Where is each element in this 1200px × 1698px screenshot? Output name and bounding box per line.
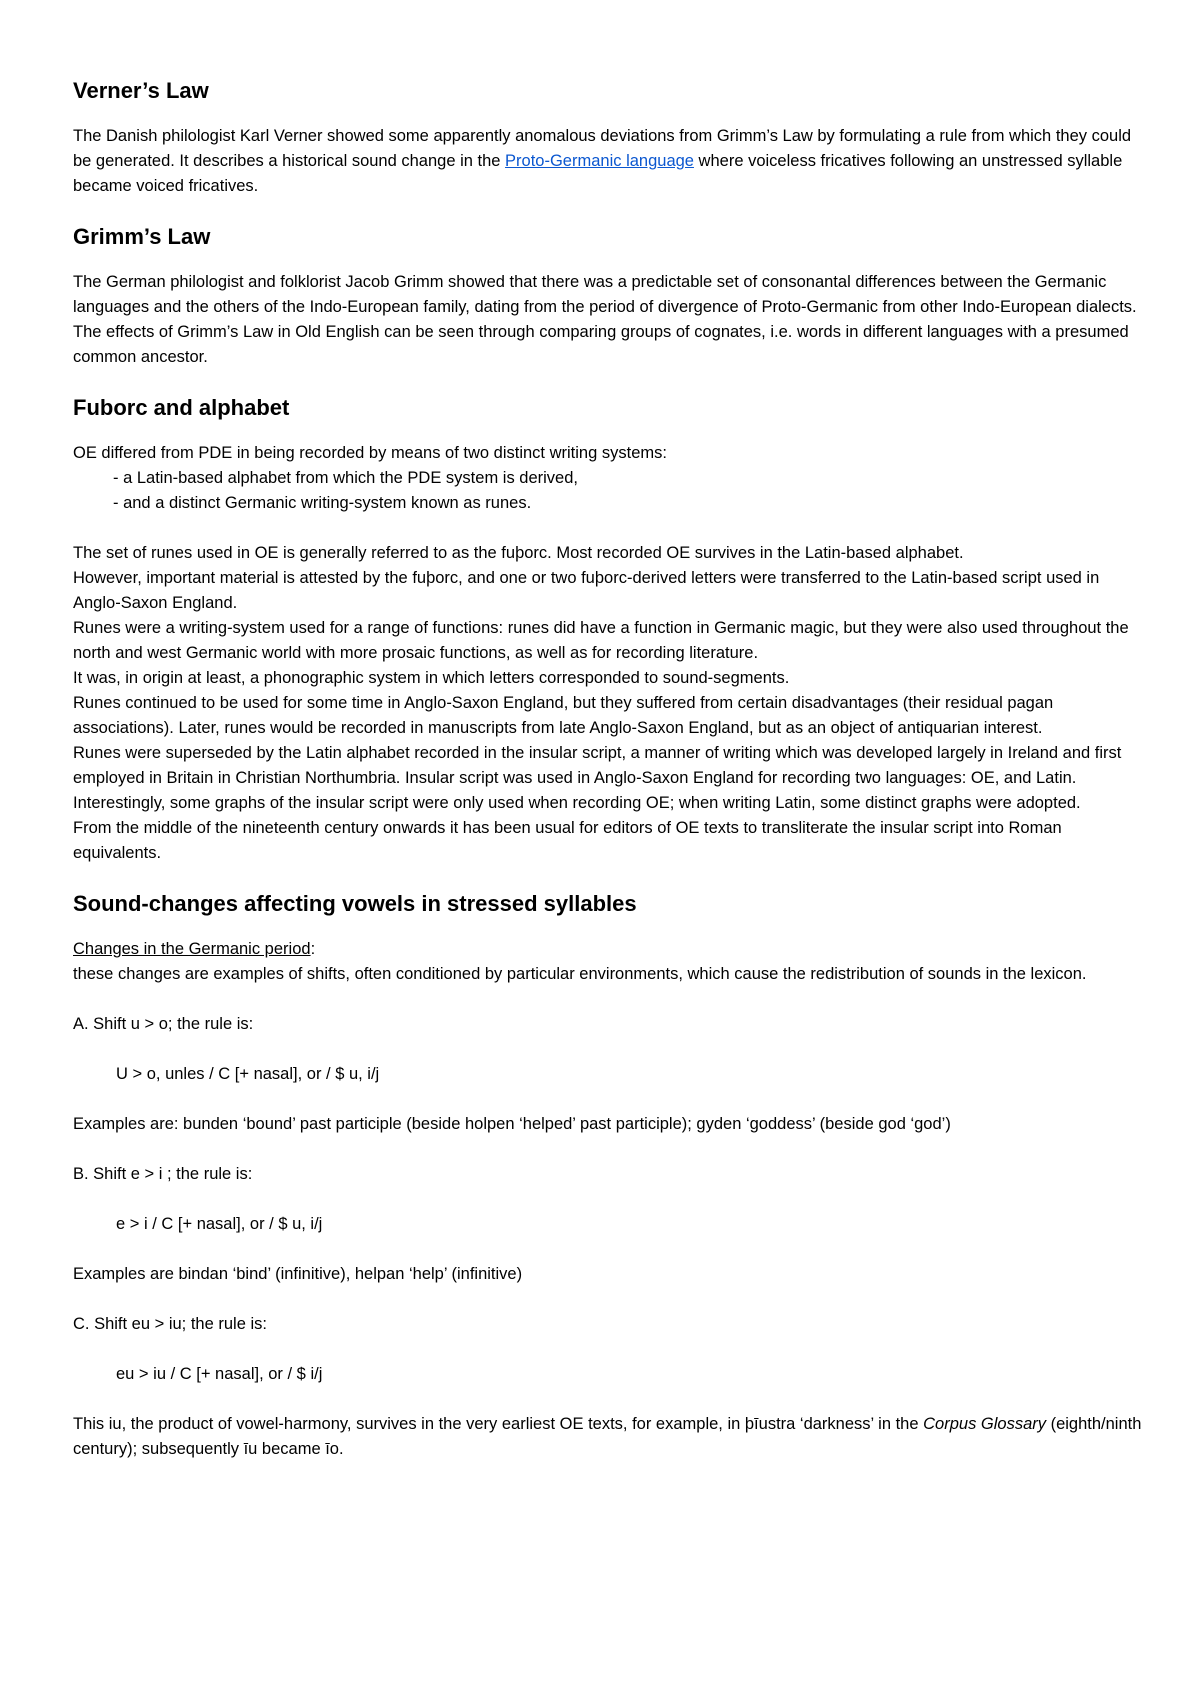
shift-a-rule: U > o, unles / C [+ nasal], or / $ u, i/j (116, 1065, 380, 1083)
germanic-period-label: Changes in the Germanic period (73, 940, 311, 958)
shift-c-title: C. Shift eu > iu; the rule is: (73, 1315, 267, 1333)
shift-c-rule: eu > iu / C [+ nasal], or / $ i/j (116, 1365, 323, 1383)
final-text-after: (eighth/ninth century); subsequently īu became īo. (73, 1415, 1142, 1458)
final-paragraph (73, 1412, 1143, 1462)
document-page (73, 70, 1143, 1462)
grimm-paragraph-1: The German philologist and folklorist Jacob Grimm showed that there was a predictable set of consonantal differences between the Germanic languages and the others of the Indo-European family, dating from the period of divergence of Proto-Germanic from other Indo-European dialects. (73, 273, 1137, 316)
fuborc-paragraph-1: The set of runes used in OE is generally referred to as the fuþorc. Most recorded OE survives in the Latin-based alphabet. (73, 544, 964, 562)
heading-sound-changes: Sound-changes affecting vowels in stressed syllables (73, 891, 637, 916)
corpus-glossary-title: Corpus Glossary (923, 1415, 1046, 1433)
verner-text-before-link: The Danish philologist Karl Verner showed some apparently anomalous deviations from Grimm’s Law by formulating a rule from which they could be generated. It describes a historical sound change in the (73, 127, 1132, 170)
fuborc-bullet-2: - and a distinct Germanic writing-system known as runes. (113, 494, 532, 512)
germanic-period-subheading (73, 937, 1143, 962)
fuborc-paragraph-6: Runes were superseded by the Latin alphabet recorded in the insular script, a manner of writing which was developed largely in Ireland and first employed in Britain in Christian Northumbria. Insular script was used in Anglo-Saxon England for recording two languages: OE, and Latin. Interestingly, some graphs of the insular script were only used when recording OE; when writing Latin, some distinct graphs were adopted. (73, 744, 1122, 812)
sound-intro: these changes are examples of shifts, often conditioned by particular environments, which cause the redistribution of sounds in the lexicon. (73, 965, 1087, 983)
proto-germanic-link[interactable]: Proto-Germanic language (505, 152, 694, 170)
fuborc-paragraph-5: Runes continued to be used for some time in Anglo-Saxon England, but they suffered from certain disadvantages (their residual pagan associations). Later, runes would be recorded in manuscripts from late Anglo-Saxon England, but as an object of antiquarian interest. (73, 694, 1054, 737)
germanic-period-colon: : (310, 940, 316, 958)
shift-b-rule: e > i / C [+ nasal], or / $ u, i/j (116, 1215, 323, 1233)
verner-paragraph (73, 124, 1143, 199)
grimm-paragraph-2: The effects of Grimm’s Law in Old English can be seen through comparing groups of cognates, i.e. words in different languages with a presumed common ancestor. (73, 323, 1129, 366)
heading-fuborc: Fuborc and alphabet (73, 395, 290, 420)
fuborc-paragraph-4: It was, in origin at least, a phonographic system in which letters corresponded to sound-segments. (73, 669, 790, 687)
final-text-before: This iu, the product of vowel-harmony, survives in the very earliest OE texts, for example, in þīustra ‘darkness’ in the (73, 1415, 924, 1433)
fuborc-paragraph-3: Runes were a writing-system used for a range of functions: runes did have a function in Germanic magic, but they were also used throughout the north and west Germanic world with more prosaic functions, as well as for recording literature. (73, 619, 1129, 662)
fuborc-paragraph-7: From the middle of the nineteenth century onwards it has been usual for editors of OE texts to transliterate the insular script into Roman equivalents. (73, 819, 1062, 862)
shift-b-title: B. Shift e > i ; the rule is: (73, 1165, 253, 1183)
heading-verners-law: Verner’s Law (73, 78, 209, 103)
fuborc-paragraph-2: However, important material is attested by the fuþorc, and one or two fuþorc-derived letters were transferred to the Latin-based script used in Anglo-Saxon England. (73, 569, 1100, 612)
heading-grimms-law: Grimm’s Law (73, 224, 211, 249)
verner-text-after-link: where voiceless fricatives following an unstressed syllable became voiced fricatives. (73, 152, 1123, 195)
shift-b-examples: Examples are bindan ‘bind’ (infinitive), helpan ‘help’ (infinitive) (73, 1265, 523, 1283)
shift-a-title: A. Shift u > o; the rule is: (73, 1015, 254, 1033)
fuborc-bullet-1: - a Latin-based alphabet from which the PDE system is derived, (113, 469, 578, 487)
fuborc-intro: OE differed from PDE in being recorded by means of two distinct writing systems: (73, 444, 667, 462)
shift-a-examples: Examples are: bunden ‘bound’ past participle (beside holpen ‘helped’ past participle); gyden ‘goddess’ (beside god ‘god’) (73, 1115, 951, 1133)
